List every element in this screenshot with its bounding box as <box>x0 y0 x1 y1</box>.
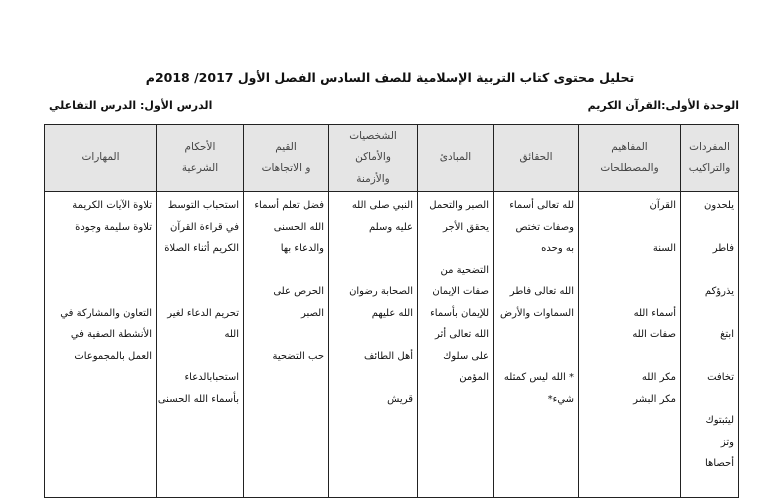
table-cell <box>494 192 579 498</box>
column-header <box>45 125 157 192</box>
column-header-text: الشخصيات <box>349 129 397 142</box>
cell-text-line <box>49 260 152 282</box>
cell-text-line <box>161 346 239 368</box>
cell-text-line <box>685 217 734 239</box>
cell-text-line: العمل بالمجموعات <box>74 350 152 362</box>
column-header-text: والأماكن <box>355 151 391 164</box>
lesson-heading: الدرس الأول: الدرس التفاعلي <box>49 99 213 112</box>
cell-text-line: الصحابة رضوان <box>349 286 413 297</box>
cell-text-line: السنة <box>652 243 676 254</box>
cell-text-line: استحبابالدعاء <box>184 372 239 383</box>
table-header-row <box>45 125 739 192</box>
cell-text-line: وتز <box>720 436 734 448</box>
cell-text-line: يذرؤكم <box>704 286 734 297</box>
table-cell <box>244 192 329 498</box>
cell-text-line: الصبر <box>300 307 324 319</box>
column-header-text: القيم <box>275 140 297 153</box>
table-row <box>45 192 739 498</box>
cell-text-line: مكر الله <box>641 372 676 383</box>
cell-text-line <box>248 324 324 346</box>
column-header <box>579 125 681 192</box>
cell-text-line: صفات الإيمان <box>432 286 489 297</box>
cell-text-line: التضحية من <box>440 264 489 276</box>
cell-text-line <box>583 281 676 303</box>
cell-text-line <box>422 238 489 260</box>
cell-text-line: الله <box>224 329 239 340</box>
cell-text-line: أهل الطائف <box>363 350 413 362</box>
cell-text-line <box>583 346 676 368</box>
column-header-text: المهارات <box>81 151 120 164</box>
cell-text-line: الصبر والتحمل <box>429 200 489 211</box>
cell-text-line: استحباب التوسط <box>167 200 239 211</box>
cell-text-line: أحصاها <box>705 458 734 469</box>
cell-text-line <box>498 346 574 368</box>
cell-text-line: الكريم أثناء الصلاة <box>164 243 239 254</box>
cell-text-line: صفات الله <box>632 329 676 340</box>
cell-text-line: والدعاء بها <box>280 243 324 254</box>
column-header-text: المفردات <box>689 140 730 153</box>
cell-text-line <box>498 260 574 282</box>
cell-text-line: وصفات تختص <box>515 221 574 233</box>
column-header-text: الأحكام <box>184 140 216 153</box>
column-header <box>494 125 579 192</box>
cell-text-line <box>333 238 413 260</box>
column-header-text: المفاهيم <box>611 140 648 153</box>
cell-text-line <box>685 260 734 282</box>
cell-text-line: الأنشطة الصفية في <box>70 329 152 340</box>
column-header-text: الشرعية <box>181 162 219 174</box>
cell-text-line: تحريم الدعاء لغير <box>167 307 239 319</box>
unit-heading: الوحدة الأولى:القرآن الكريم <box>587 99 739 112</box>
cell-text-line: الحرص على <box>273 286 324 297</box>
cell-text-line: حب التضحية <box>272 350 324 362</box>
column-header-text: والمصطلحات <box>600 162 659 174</box>
cell-text-line: الله تعالى فاطر <box>509 286 574 297</box>
cell-text-line: الله الحسنى <box>273 221 324 233</box>
cell-text-line: يلحدون <box>704 200 734 211</box>
column-header <box>244 125 329 192</box>
cell-text-line: به وحده <box>541 243 574 254</box>
cell-text-line <box>161 260 239 282</box>
cell-text-line <box>685 346 734 368</box>
cell-text-line: الله تعالى أثر <box>435 329 489 340</box>
cell-text-line: الله عليهم <box>371 307 413 319</box>
cell-text-line: فضل تعلم أسماء <box>254 200 324 211</box>
cell-text-line: فاطر <box>712 243 734 254</box>
column-header-text: الحقائق <box>519 151 553 164</box>
cell-text-line: * الله ليس كمثله <box>503 372 574 383</box>
table-cell <box>45 192 157 498</box>
cell-text-line <box>333 260 413 282</box>
cell-text-line: النبي صلى الله <box>351 200 413 211</box>
cell-text-line <box>498 324 574 346</box>
cell-text-line: المؤمن <box>459 372 489 383</box>
cell-text-line <box>583 217 676 239</box>
column-header-text: و الاتجاهات <box>261 162 311 174</box>
cell-text-line: يحقق الأجر <box>443 221 489 233</box>
column-header <box>157 125 244 192</box>
table-cell <box>681 192 739 498</box>
cell-text-line <box>161 281 239 303</box>
cell-text-line: بأسماء الله الحسنى <box>157 393 239 405</box>
cell-text-line: شيء* <box>547 393 574 405</box>
cell-text-line: تلاوة سليمة وجودة <box>75 221 152 233</box>
cell-text-line <box>248 260 324 282</box>
table-cell <box>329 192 418 498</box>
cell-text-line: لله تعالى أسماء <box>509 200 574 211</box>
cell-text-line: في قراءة القرآن <box>169 221 239 233</box>
cell-text-line: تخافت <box>707 372 734 383</box>
column-header-text: المبادئ <box>439 151 472 164</box>
table-cell <box>418 192 494 498</box>
column-header <box>681 125 739 192</box>
cell-text-line: ابتغ <box>720 329 734 340</box>
table-cell <box>157 192 244 498</box>
cell-text-line <box>49 281 152 303</box>
cell-text-line: للإيمان بأسماء <box>430 307 489 319</box>
cell-text-line <box>685 303 734 325</box>
column-header <box>418 125 494 192</box>
column-header-text: والتراكيب <box>688 162 731 174</box>
cell-text-line: السماوات والأرض <box>499 307 574 319</box>
cell-text-line: القرآن <box>649 200 676 211</box>
cell-text-line: قريش <box>387 393 413 405</box>
cell-text-line <box>583 260 676 282</box>
column-header-text: والأزمنة <box>356 172 390 185</box>
cell-text-line: عليه وسلم <box>368 221 413 233</box>
cell-text-line: ليثبتوك <box>705 415 734 426</box>
content-analysis-table <box>44 124 739 498</box>
column-header <box>329 125 418 192</box>
cell-text-line: تلاوة الآيات الكريمة <box>72 200 152 211</box>
document-title: تحليل محتوى كتاب التربية الإسلامية للصف السادس الفصل الأول 2017/ 2018م <box>145 70 635 85</box>
cell-text-line <box>49 238 152 260</box>
cell-text-line: أسماء الله <box>633 307 676 319</box>
cell-text-line: مكر البشر <box>633 393 676 405</box>
table-cell <box>579 192 681 498</box>
cell-text-line <box>333 367 413 389</box>
cell-text-line <box>333 324 413 346</box>
cell-text-line: على سلوك <box>443 350 489 362</box>
cell-text-line <box>685 389 734 411</box>
cell-text-line: التعاون والمشاركة في <box>60 307 152 319</box>
